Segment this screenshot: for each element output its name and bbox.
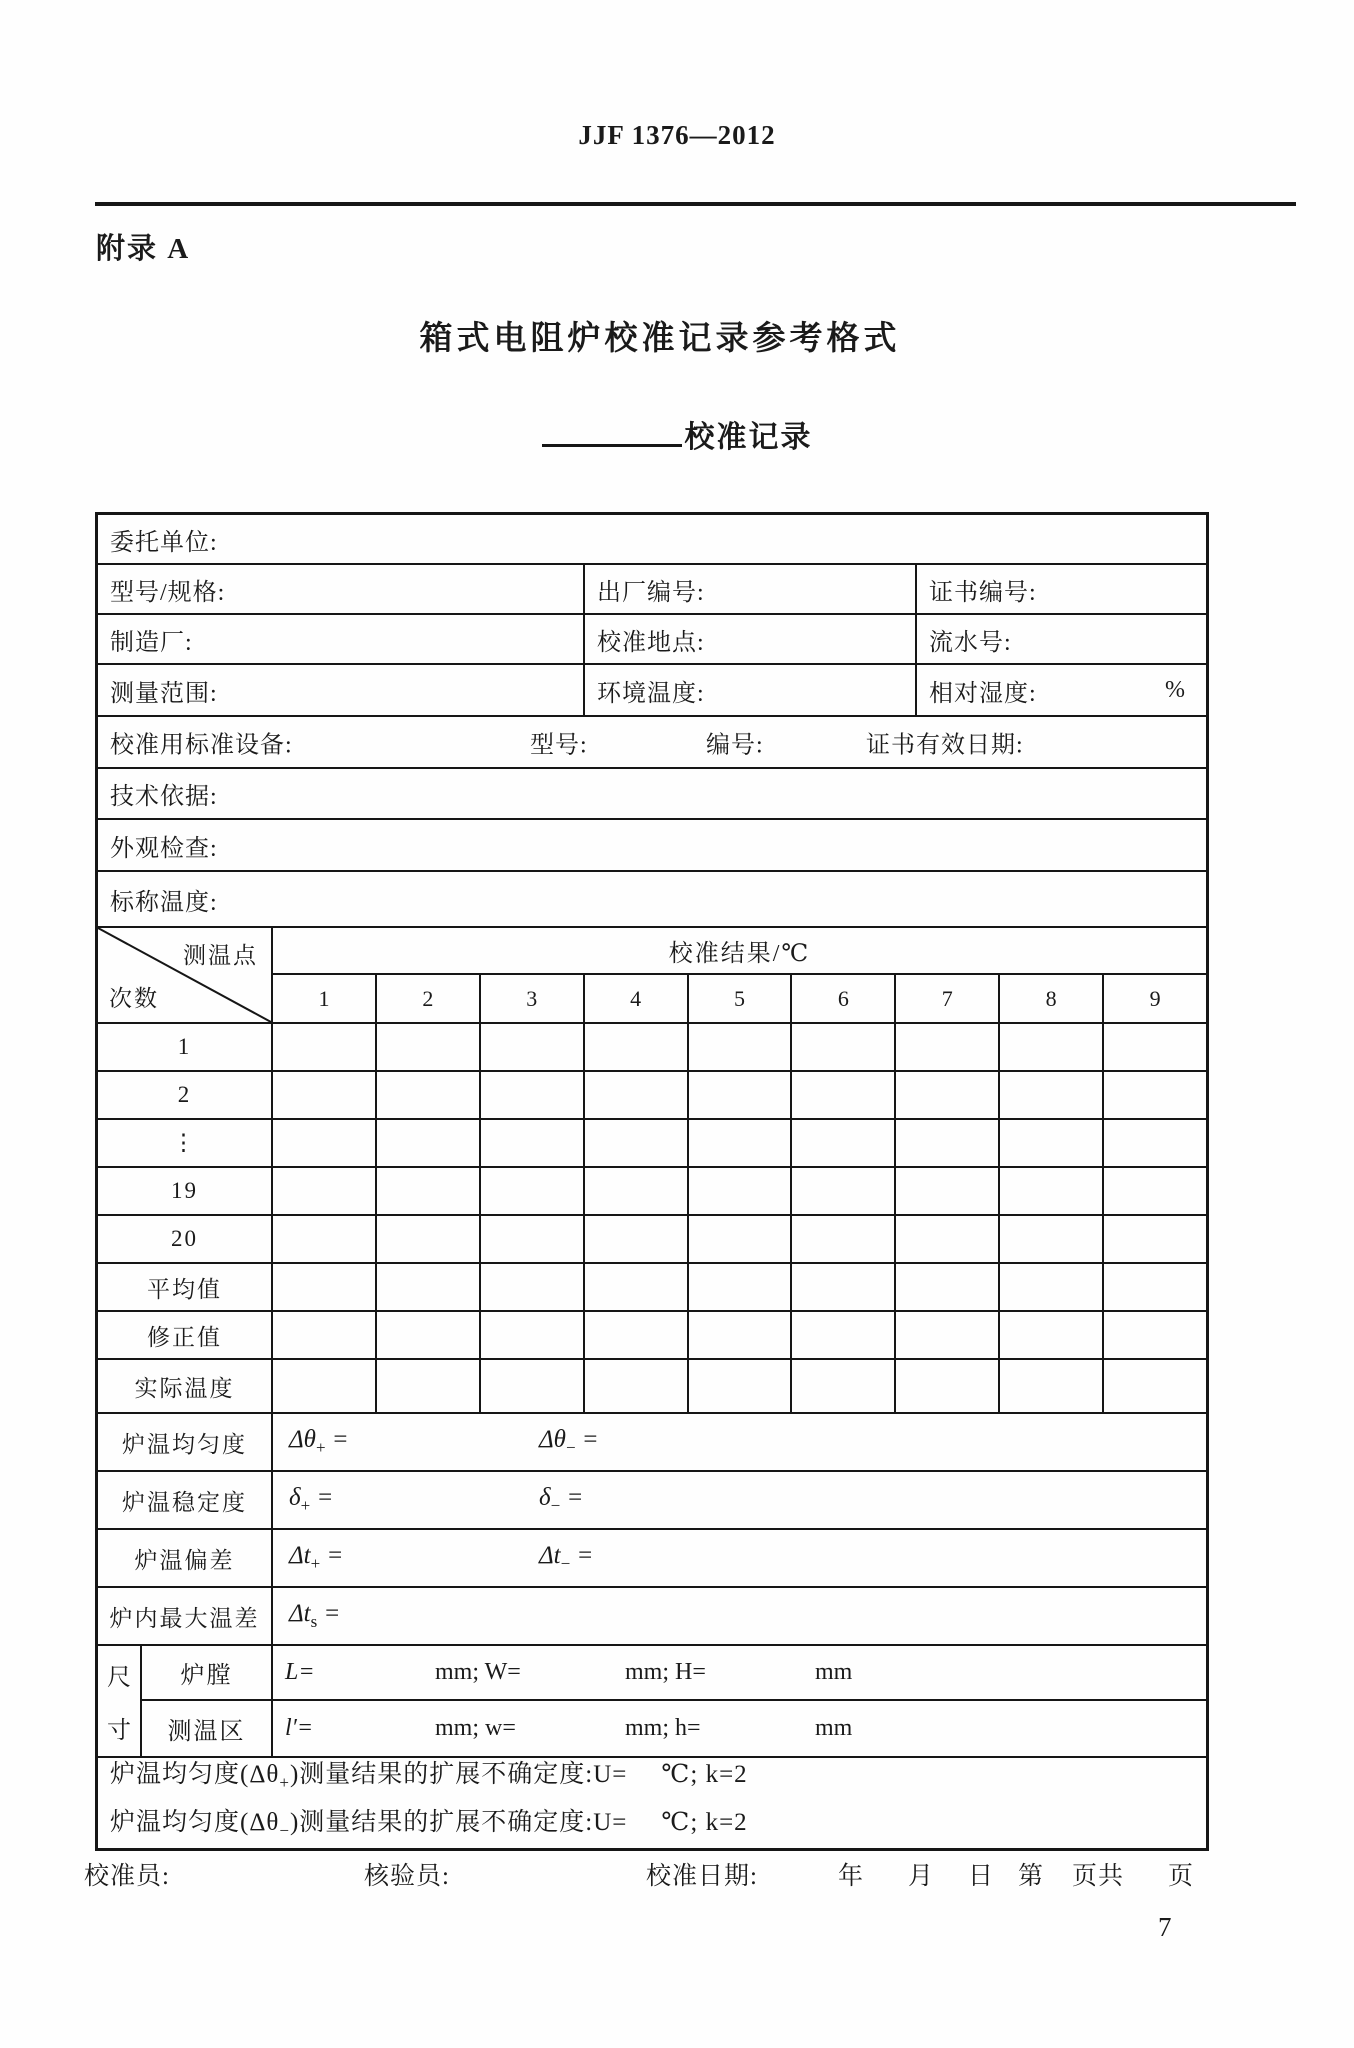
header-rule: [95, 202, 1296, 206]
grid-cell: [1000, 1120, 1104, 1166]
grid-cell: [792, 1072, 896, 1118]
cert-valid-date-label: 证书有效日期:: [866, 732, 1024, 759]
grid-cell: [792, 1312, 896, 1358]
grid-cell: [689, 1216, 793, 1262]
grid-header-right: [273, 928, 1206, 1022]
grid-cell: [1000, 1216, 1104, 1262]
humidity-unit: %: [1165, 676, 1186, 703]
table-row: [98, 1216, 1206, 1264]
grid-cell: [585, 1120, 689, 1166]
grid-cell: [585, 1216, 689, 1262]
grid-cell: [896, 1312, 1000, 1358]
uniformity-row: [98, 1414, 1206, 1472]
grid-cell: [792, 1264, 896, 1310]
size-rows: [142, 1646, 1206, 1756]
grid-cell: [481, 1168, 585, 1214]
table-row: [98, 615, 1206, 665]
table-row: [98, 820, 1206, 872]
grid-cell: [792, 1120, 896, 1166]
row-label: 平均值: [98, 1264, 273, 1310]
table-row: [98, 665, 1206, 717]
table-row: [98, 515, 1206, 565]
column-number-row: [273, 975, 1206, 1022]
grid-cell: [689, 1264, 793, 1310]
grid-cell: [273, 1264, 377, 1310]
grid-cell: [1000, 1072, 1104, 1118]
column-header: 7: [896, 975, 1000, 1022]
grid-cell: [585, 1024, 689, 1070]
deviation-row: [98, 1530, 1206, 1588]
grid-cell: [273, 1120, 377, 1166]
chamber-row: [142, 1646, 1206, 1701]
chamber-label: 炉膛: [142, 1646, 273, 1699]
grid-header-row: [98, 928, 1206, 1024]
subtitle-blank-line: [542, 443, 682, 447]
size-column-label: [98, 1646, 142, 1756]
subtitle-text: 校准记录: [684, 421, 813, 454]
grid-cell: [1000, 1168, 1104, 1214]
serial-no-label: 流水号:: [929, 629, 1012, 656]
std-device-label: 校准用标准设备:: [110, 732, 293, 759]
corner-measure-point-label: 测温点: [183, 943, 258, 968]
cert-no-label: 证书编号:: [929, 579, 1037, 606]
grid-cell: [792, 1360, 896, 1412]
grid-cell: [481, 1360, 585, 1412]
rel-humidity-label: 相对湿度:: [929, 680, 1037, 707]
stability-values: [273, 1472, 1206, 1528]
row-label: 2: [98, 1072, 273, 1118]
appendix-label: 附录 A: [96, 233, 191, 265]
std-no-label: 编号:: [706, 732, 764, 759]
grid-cell: [1000, 1024, 1104, 1070]
deviation-label: 炉温偏差: [98, 1530, 273, 1586]
grid-cell: [273, 1360, 377, 1412]
stability-row: [98, 1472, 1206, 1530]
standard-code: JJF 1376—2012: [578, 120, 776, 150]
max-diff-values: [273, 1588, 1206, 1644]
row-label: 19: [98, 1168, 273, 1214]
table-row: [98, 1312, 1206, 1360]
grid-cell: [896, 1216, 1000, 1262]
grid-cell: [1104, 1024, 1206, 1070]
grid-cell: [689, 1024, 793, 1070]
calibrator-label: 校准员:: [84, 1863, 170, 1890]
manufacturer-label: 制造厂:: [98, 615, 585, 663]
model-spec-label: 型号/规格:: [98, 565, 585, 613]
deviation-plus-formula: $\Delta t_+$ =: [289, 1542, 344, 1573]
row-label: 1: [98, 1024, 273, 1070]
document-title: 箱式电阻炉校准记录参考格式: [419, 321, 901, 357]
grid-cell: [896, 1072, 1000, 1118]
column-header: 6: [792, 975, 896, 1022]
grid-cell: [273, 1072, 377, 1118]
grid-cell: [377, 1072, 481, 1118]
grid-cell: [689, 1360, 793, 1412]
grid-cell: [377, 1312, 481, 1358]
grid-cell: [377, 1168, 481, 1214]
rel-humidity-cell: [917, 665, 1206, 715]
table-row: [98, 565, 1206, 615]
grid-cell: [1000, 1264, 1104, 1310]
grid-cell: [792, 1216, 896, 1262]
max-diff-row: [98, 1588, 1206, 1646]
grid-cell: [1104, 1312, 1206, 1358]
uniformity-values: [273, 1414, 1206, 1470]
deviation-values: [273, 1530, 1206, 1586]
uniformity-plus-formula: $\Delta\theta_+$ =: [289, 1426, 349, 1457]
verifier-label: 核验员:: [364, 1863, 450, 1890]
grid-cell: [1104, 1360, 1206, 1412]
measure-zone-dimensions: l′= mm; w= mm; h= mm: [285, 1715, 853, 1741]
column-header: 4: [585, 975, 689, 1022]
year-label: 年: [838, 1863, 865, 1890]
grid-cell: [1104, 1216, 1206, 1262]
uncertainty-line-plus: 炉温均匀度$(\Delta\theta_+)$测量结果的扩展不确定度:U= ℃; k=2: [110, 1761, 748, 1792]
grid-cell: [377, 1216, 481, 1262]
grid-cell: [689, 1072, 793, 1118]
measure-zone-row: [142, 1701, 1206, 1756]
grid-cell: [377, 1120, 481, 1166]
grid-cell: [896, 1360, 1000, 1412]
record-subtitle: [0, 412, 1354, 456]
stability-plus-formula: $\delta_+$ =: [289, 1484, 334, 1515]
cal-date-label: 校准日期:: [646, 1863, 758, 1890]
grid-cell: [585, 1360, 689, 1412]
grid-cell: [585, 1168, 689, 1214]
grid-cell: [689, 1120, 793, 1166]
stability-label: 炉温稳定度: [98, 1472, 273, 1528]
size-char-bottom: 寸: [107, 1718, 131, 1744]
grid-cell: [585, 1072, 689, 1118]
table-row: [98, 1264, 1206, 1312]
page-mid-label: 页共: [1072, 1863, 1125, 1890]
column-header: 9: [1149, 985, 1161, 1011]
table-row: [98, 1024, 1206, 1072]
uncertainty-line-minus: 炉温均匀度$(\Delta\theta_-)$测量结果的扩展不确定度:U= ℃; k=2: [110, 1809, 748, 1840]
max-diff-formula: $\Delta t_s$ =: [289, 1600, 341, 1631]
grid-cell: [1000, 1312, 1104, 1358]
grid-cell: [273, 1216, 377, 1262]
uniformity-minus-formula: $\Delta\theta_-$ =: [539, 1426, 599, 1457]
measure-zone-label: 测温区: [142, 1701, 273, 1756]
cal-location-label: 校准地点:: [585, 615, 917, 663]
uncertainty-cell: [98, 1758, 1206, 1848]
ambient-temp-label: 环境温度:: [585, 665, 917, 715]
row-label: 20: [98, 1216, 273, 1262]
column-header: 1: [273, 975, 377, 1022]
grid-cell: [481, 1120, 585, 1166]
table-row: [98, 769, 1206, 820]
day-label: 日: [968, 1863, 995, 1890]
grid-cell: [896, 1024, 1000, 1070]
grid-cell: [1104, 1072, 1206, 1118]
grid-cell: [585, 1312, 689, 1358]
footer-row: [0, 1856, 1354, 1900]
column-header: 2: [377, 975, 481, 1022]
page-prefix-label: 第: [1018, 1863, 1045, 1890]
page-number: 7: [1158, 1912, 1172, 1942]
table-row: [98, 717, 1206, 769]
nominal-temp-label: 标称温度:: [110, 889, 218, 916]
deviation-minus-formula: $\Delta t_-$ =: [539, 1542, 594, 1573]
grid-cell: [792, 1024, 896, 1070]
uncertainty-block: [98, 1758, 1206, 1848]
grid-cell: [896, 1264, 1000, 1310]
table-row: [98, 872, 1206, 928]
size-char-top: 尺: [107, 1665, 131, 1691]
month-label: 月: [908, 1863, 935, 1890]
tech-basis-label: 技术依据:: [110, 784, 218, 810]
grid-cell: [481, 1024, 585, 1070]
measure-range-label: 测量范围:: [98, 665, 585, 715]
table-row: [98, 1360, 1206, 1414]
grid-cell: [1104, 1120, 1206, 1166]
grid-cell: [689, 1168, 793, 1214]
grid-cell: [896, 1168, 1000, 1214]
row-label: 修正值: [98, 1312, 273, 1358]
factory-no-label: 出厂编号:: [585, 565, 917, 613]
row-label: ⋮: [98, 1120, 273, 1166]
column-header: 5: [689, 975, 793, 1022]
grid-cell: [377, 1024, 481, 1070]
grid-cell: [273, 1168, 377, 1214]
grid-cell: [481, 1216, 585, 1262]
grid-cell: [273, 1024, 377, 1070]
uniformity-label: 炉温均匀度: [98, 1414, 273, 1470]
grid-cell: [481, 1072, 585, 1118]
visual-check-label: 外观检查:: [110, 835, 218, 862]
corner-times-label: 次数: [109, 986, 159, 1011]
grid-cell: [377, 1360, 481, 1412]
grid-cell: [273, 1312, 377, 1358]
grid-cell: [481, 1312, 585, 1358]
chamber-dimensions: L= mm; W= mm; H= mm: [285, 1659, 853, 1685]
grid-cell: [481, 1264, 585, 1310]
row-label: 实际温度: [98, 1360, 273, 1412]
std-model-label: 型号:: [530, 732, 588, 759]
grid-cell: [1104, 1168, 1206, 1214]
grid-cell: [792, 1168, 896, 1214]
calibration-record-table: [95, 512, 1209, 1851]
table-row: [98, 1168, 1206, 1216]
grid-cell: [1104, 1264, 1206, 1310]
grid-cell: [689, 1312, 793, 1358]
grid-cell: [896, 1120, 1000, 1166]
result-header: 校准结果/℃: [273, 928, 1206, 975]
table-row: [98, 1072, 1206, 1120]
column-header: 3: [481, 975, 585, 1022]
std-device-cell: [98, 717, 1206, 767]
consignor-label: 委托单位:: [110, 529, 218, 556]
column-header: 8: [1000, 975, 1104, 1022]
corner-cell: [98, 928, 273, 1022]
max-diff-label: 炉内最大温差: [98, 1588, 273, 1644]
size-block: [98, 1646, 1206, 1758]
grid-cell: [1000, 1360, 1104, 1412]
stability-minus-formula: $\delta_-$ =: [539, 1484, 584, 1515]
table-row: [98, 1120, 1206, 1168]
grid-cell: [585, 1264, 689, 1310]
page-end-label: 页: [1168, 1863, 1195, 1890]
grid-cell: [377, 1264, 481, 1310]
